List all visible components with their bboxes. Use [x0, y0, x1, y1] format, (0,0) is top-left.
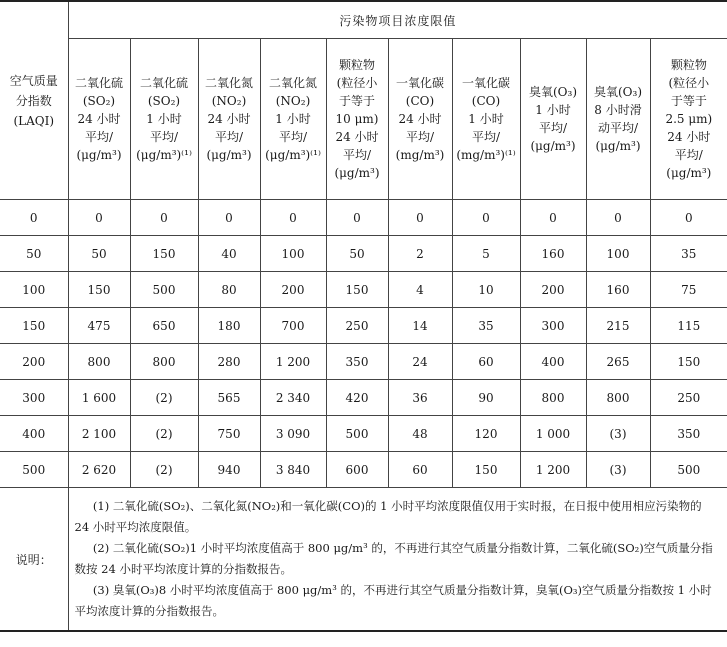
limit-value-cell: 160: [520, 236, 586, 272]
header-row-group: [0, 1, 727, 39]
limit-value-cell: 180: [198, 308, 260, 344]
limit-value-cell: 100: [260, 236, 326, 272]
limit-value-cell: 350: [326, 344, 388, 380]
table-row: [0, 380, 727, 416]
limit-value-cell: 200: [520, 272, 586, 308]
limit-value-cell: 120: [452, 416, 520, 452]
notes-row: [0, 488, 727, 632]
limit-value-cell: 2: [388, 236, 452, 272]
limit-value-cell: 150: [650, 344, 727, 380]
laqi-value-cell: 400: [0, 416, 68, 452]
limit-value-cell: 48: [388, 416, 452, 452]
limit-value-cell: 150: [68, 272, 130, 308]
limit-value-cell: 115: [650, 308, 727, 344]
header-row-columns: [0, 39, 727, 200]
laqi-column-header: 空气质量 分指数 (LAQI): [0, 1, 68, 200]
laqi-value-cell: 100: [0, 272, 68, 308]
table-row: [0, 344, 727, 380]
limit-value-cell: 35: [650, 236, 727, 272]
limit-value-cell: 400: [520, 344, 586, 380]
laqi-value-cell: 150: [0, 308, 68, 344]
column-header-no2-1h: 二氧化氮 (NO₂) 1 小时 平均/ (μg/m³)⁽¹⁾: [260, 39, 326, 200]
limit-value-cell: 10: [452, 272, 520, 308]
laqi-value-cell: 300: [0, 380, 68, 416]
limit-value-cell: 0: [452, 200, 520, 236]
limit-value-cell: 800: [520, 380, 586, 416]
limit-value-cell: 0: [586, 200, 650, 236]
table-row: [0, 416, 727, 452]
limit-value-cell: 90: [452, 380, 520, 416]
limit-value-cell: 565: [198, 380, 260, 416]
limit-value-cell: 150: [130, 236, 198, 272]
limit-value-cell: (3): [586, 452, 650, 488]
limit-value-cell: 2 100: [68, 416, 130, 452]
column-header-no2-24h: 二氧化氮 (NO₂) 24 小时 平均/ (μg/m³): [198, 39, 260, 200]
table-row: [0, 308, 727, 344]
limit-value-cell: 800: [68, 344, 130, 380]
column-header-pm25-24h: 颗粒物 (粒径小 于等于 2.5 μm) 24 小时 平均/ (μg/m³): [650, 39, 727, 200]
limit-value-cell: 0: [68, 200, 130, 236]
laqi-value-cell: 500: [0, 452, 68, 488]
limit-value-cell: 40: [198, 236, 260, 272]
limit-value-cell: 350: [650, 416, 727, 452]
limit-value-cell: 700: [260, 308, 326, 344]
table-body: [0, 200, 727, 488]
limit-value-cell: (3): [586, 416, 650, 452]
limit-value-cell: 36: [388, 380, 452, 416]
limit-value-cell: 0: [260, 200, 326, 236]
limit-value-cell: 500: [650, 452, 727, 488]
limit-value-cell: 2 340: [260, 380, 326, 416]
laqi-value-cell: 200: [0, 344, 68, 380]
column-header-co-1h: 一氧化碳 (CO) 1 小时 平均/ (mg/m³)⁽¹⁾: [452, 39, 520, 200]
limit-value-cell: 150: [452, 452, 520, 488]
limit-value-cell: 600: [326, 452, 388, 488]
limit-value-cell: 60: [452, 344, 520, 380]
limit-value-cell: 24: [388, 344, 452, 380]
limit-value-cell: 0: [130, 200, 198, 236]
limit-value-cell: 1 600: [68, 380, 130, 416]
notes-cell: [68, 488, 727, 632]
column-header-so2-1h: 二氧化硫 (SO₂) 1 小时 平均/ (μg/m³)⁽¹⁾: [130, 39, 198, 200]
limit-value-cell: 1 200: [520, 452, 586, 488]
limit-value-cell: 215: [586, 308, 650, 344]
limit-value-cell: 1 200: [260, 344, 326, 380]
limit-value-cell: 5: [452, 236, 520, 272]
note-2: (2) 二氧化硫(SO₂)1 小时平均浓度值高于 800 μg/m³ 的，不再进行其空气质量分指数计算，二氧化硫(SO₂)空气质量分指数按 24 小时平均浓度计算的分指数报告。: [74, 541, 713, 576]
limit-value-cell: 160: [586, 272, 650, 308]
column-header-so2-24h: 二氧化硫 (SO₂) 24 小时 平均/ (μg/m³): [68, 39, 130, 200]
limit-value-cell: 750: [198, 416, 260, 452]
limit-value-cell: 475: [68, 308, 130, 344]
pollutant-group-header: 污染物项目浓度限值: [68, 1, 727, 39]
limit-value-cell: 265: [586, 344, 650, 380]
column-header-o3-8h: 臭氧(O₃) 8 小时滑 动平均/ (μg/m³): [586, 39, 650, 200]
limit-value-cell: 4: [388, 272, 452, 308]
limit-value-cell: 100: [586, 236, 650, 272]
limit-value-cell: 280: [198, 344, 260, 380]
limit-value-cell: 75: [650, 272, 727, 308]
limit-value-cell: (2): [130, 452, 198, 488]
limit-value-cell: 300: [520, 308, 586, 344]
column-header-o3-1h: 臭氧(O₃) 1 小时 平均/ (μg/m³): [520, 39, 586, 200]
limit-value-cell: 800: [130, 344, 198, 380]
note-3: (3) 臭氧(O₃)8 小时平均浓度值高于 800 μg/m³ 的，不再进行其空气质量分指数计算，臭氧(O₃)空气质量分指数按 1 小时平均浓度计算的分指数报告。: [74, 583, 712, 618]
limit-value-cell: 35: [452, 308, 520, 344]
table-row: [0, 272, 727, 308]
limit-value-cell: 250: [326, 308, 388, 344]
limit-value-cell: 500: [130, 272, 198, 308]
limit-value-cell: 250: [650, 380, 727, 416]
limit-value-cell: 0: [650, 200, 727, 236]
limit-value-cell: 60: [388, 452, 452, 488]
table-row: [0, 236, 727, 272]
laqi-value-cell: 0: [0, 200, 68, 236]
limit-value-cell: 0: [198, 200, 260, 236]
table-row: [0, 452, 727, 488]
limit-value-cell: 2 620: [68, 452, 130, 488]
laqi-value-cell: 50: [0, 236, 68, 272]
limit-value-cell: 940: [198, 452, 260, 488]
note-1: (1) 二氧化硫(SO₂)、二氧化氮(NO₂)和一氧化碳(CO)的 1 小时平均浓度限值仅用于实时报，在日报中使用相应污染物的 24 小时平均浓度限值。: [74, 499, 702, 534]
limit-value-cell: 650: [130, 308, 198, 344]
limit-value-cell: 0: [326, 200, 388, 236]
limit-value-cell: 3 840: [260, 452, 326, 488]
column-header-pm10-24h: 颗粒物 (粒径小 于等于 10 μm) 24 小时 平均/ (μg/m³): [326, 39, 388, 200]
limit-value-cell: 200: [260, 272, 326, 308]
limit-value-cell: 420: [326, 380, 388, 416]
limit-value-cell: (2): [130, 380, 198, 416]
limit-value-cell: 14: [388, 308, 452, 344]
limit-value-cell: 50: [68, 236, 130, 272]
limit-value-cell: 500: [326, 416, 388, 452]
limit-value-cell: 0: [388, 200, 452, 236]
limit-value-cell: 80: [198, 272, 260, 308]
limit-value-cell: 800: [586, 380, 650, 416]
limit-value-cell: 150: [326, 272, 388, 308]
limit-value-cell: (2): [130, 416, 198, 452]
limit-value-cell: 50: [326, 236, 388, 272]
column-header-co-24h: 一氧化碳 (CO) 24 小时 平均/ (mg/m³): [388, 39, 452, 200]
table-row: [0, 200, 727, 236]
limit-value-cell: 3 090: [260, 416, 326, 452]
limit-value-cell: 0: [520, 200, 586, 236]
limit-value-cell: 1 000: [520, 416, 586, 452]
notes-label: 说明：: [0, 488, 68, 632]
